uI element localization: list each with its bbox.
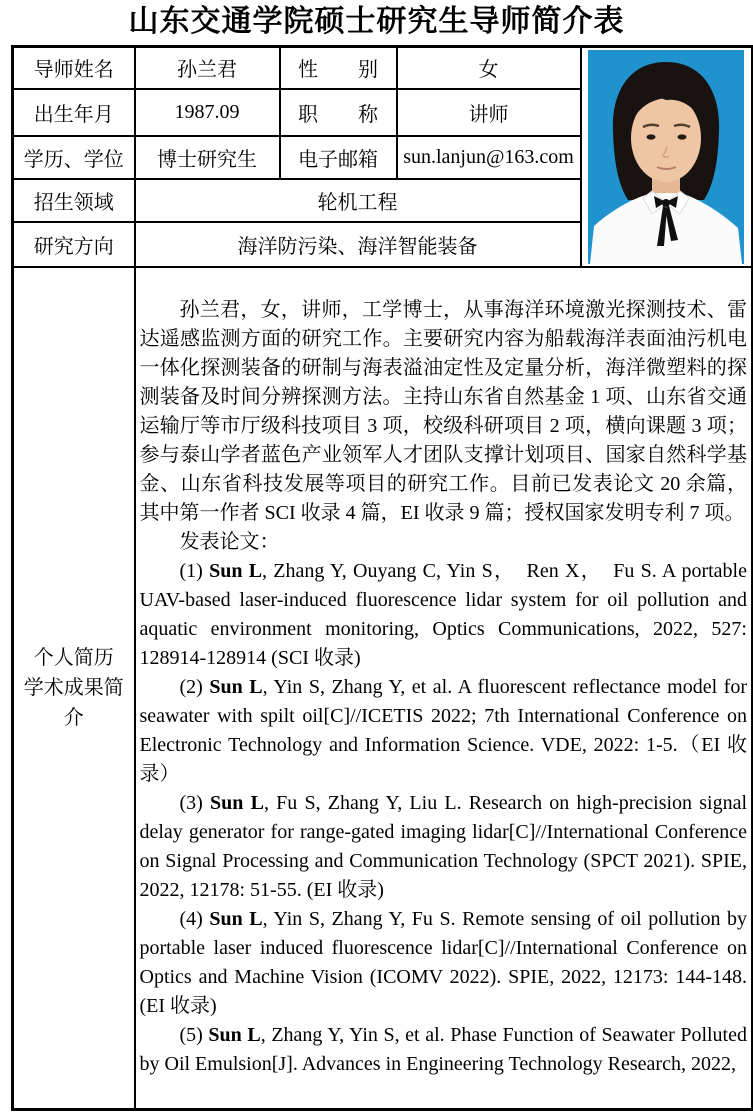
- photo-cell: [581, 47, 753, 268]
- field-label-professional-title: 职 称: [280, 89, 397, 136]
- publication-text: , Yin S, Zhang Y, et al. A fluorescent reflectance model for seawater with spilt oil[C]//ICETIS 2022; 7th International Conference on Electronic Technology and Information Science. VDE, 2022: 1-5.（EI 收录）: [139, 676, 747, 786]
- publication-item: [140, 1021, 748, 1079]
- publication-item: [140, 905, 748, 1021]
- publication-text: , Fu S, Zhang Y, Liu L. Research on high-precision signal delay generator for range-gated imaging lidar[C]//International Conference on Signal Processing and Communication Technology (SPCT 2021). SPIE, 2022, 12178: 51-55. (EI 收录): [139, 792, 748, 902]
- publications-heading: 发表论文：: [179, 531, 280, 554]
- publication-author-bold: Sun L: [209, 676, 263, 699]
- bio-content-cell: [135, 267, 753, 1109]
- field-label-email: 电子邮箱: [280, 136, 397, 179]
- field-value-education-degree: 博士研究生: [135, 136, 280, 179]
- field-value-professional-title: 讲师: [397, 89, 581, 136]
- supervisor-id-portrait: [588, 50, 744, 264]
- field-value-enrollment-field: 轮机工程: [135, 179, 581, 222]
- field-label-birth-date: 出生年月: [13, 89, 135, 136]
- table-row: [13, 47, 753, 89]
- field-label-research-direction: 研究方向: [13, 222, 135, 267]
- publication-number: (2): [179, 676, 210, 699]
- publication-item: [140, 673, 748, 789]
- publication-number: (5): [179, 1024, 209, 1047]
- resume-label-line: 学术成果简介: [23, 676, 124, 729]
- field-value-email: sun.lanjun@163.com: [397, 136, 581, 179]
- field-value-supervisor-name: 孙兰君: [135, 47, 280, 89]
- field-value-birth-date: 1987.09: [135, 89, 280, 136]
- publication-author-bold: Sun L: [209, 908, 263, 931]
- publication-text: , Zhang Y, Yin S, et al. Phase Function of Seawater Polluted by Oil Emulsion[J]. Advances in Engineering Technology Research, 2022,: [139, 1024, 747, 1076]
- publication-item: [140, 557, 748, 673]
- publication-number: (4): [179, 908, 210, 931]
- page-title: 山东交通学院硕士研究生导师简介表: [128, 5, 625, 38]
- publication-number: (1): [179, 560, 210, 583]
- supervisor-profile-table: [11, 45, 753, 1111]
- publication-author-bold: Sun L: [209, 560, 263, 583]
- publication-number: (3): [179, 792, 211, 815]
- field-value-gender: 女: [397, 47, 581, 89]
- publication-item: [140, 789, 748, 905]
- field-label-supervisor-name: 导师姓名: [13, 47, 135, 89]
- field-value-research-direction: 海洋防污染、海洋智能装备: [135, 222, 581, 267]
- bio-paragraph: 孙兰君，女，讲师，工学博士，从事海洋环境激光探测技术、雷达遥感监测方面的研究工作。主要研究内容为船载海洋表面油污机电一体化探测装备的研制与海表溢油定性及定量分析，海洋微塑料的探测装备及时间分辨探测方法。主持山东省自然基金 1 项、山东省交通运输厅等市厅级科技项目 3 项，校级科研项目 2 项，横向课题 3 项；参与泰山学者蓝色产业领军人才团队支撑计划项目、国家自然科学基金、山东省科技发展等项目的研究工作。目前已发表论文 20 余篇，其中第一作者 SCI 收录 4 篇，EI 收录 9 篇；授权国家发明专利 7 项。: [139, 299, 747, 525]
- field-label-gender: 性 别: [280, 47, 397, 89]
- publication-text: , Yin S, Zhang Y, Fu S. Remote sensing of oil pollution by portable laser induced fluorescence lidar[C]//International Conference on Optics and Machine Vision (ICOMV 2022). SPIE, 2022, 12173: 144-148. (EI 收录): [139, 908, 747, 1018]
- field-label-education-degree: 学历、学位: [13, 136, 135, 179]
- table-row: [13, 267, 753, 1109]
- field-label-resume-achievements: [13, 267, 135, 1109]
- publication-author-bold: Sun L: [210, 792, 264, 815]
- publication-author-bold: Sun L: [208, 1024, 261, 1047]
- resume-label-line: 个人简历: [33, 646, 114, 669]
- field-label-enrollment-field: 招生领域: [13, 179, 135, 222]
- publication-text: , Zhang Y, Ouyang C, Yin S， Ren X， Fu S. A portable UAV-based laser-induced fluorescence lidar system for oil pollution and aquatic environment monitoring, Optics Communications, 2022, 527: 128914-128914 (SCI 收录): [139, 560, 747, 670]
